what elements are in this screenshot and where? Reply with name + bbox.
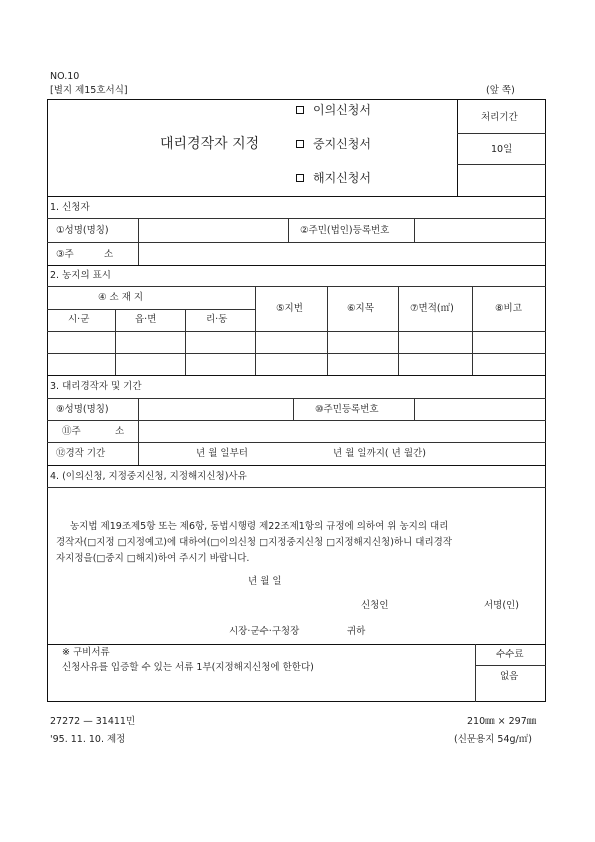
footer-paper-type: (신문용지 54g/㎡) xyxy=(454,734,532,745)
fee-rule xyxy=(475,665,546,666)
section3-heading: 3. 대리경작자 및 기간 xyxy=(50,381,142,392)
processing-divider-1 xyxy=(457,133,546,134)
applicant-name-field[interactable] xyxy=(140,220,286,240)
reason-line-2: 경작자(□지정 □지정예고)에 대하여(□이의신청 □지정중지신청 □지정해지신청)하니 대리경작 xyxy=(56,537,452,548)
location-header: ④ 소 재 지 xyxy=(98,292,144,303)
form-title: 대리경작자 지정 xyxy=(160,136,260,152)
footer-paper-size: 210㎜ × 297㎜ xyxy=(467,716,537,727)
agent-reg-label: ⑩주민등록번호 xyxy=(315,404,379,415)
footer-box-top xyxy=(47,644,546,645)
s1-vline-3 xyxy=(414,218,415,242)
s2-vline-1 xyxy=(115,309,116,375)
col-note: ⑧비고 xyxy=(495,303,522,314)
s2-rule-sub xyxy=(47,309,255,310)
honorific-label: 귀하 xyxy=(347,626,366,637)
s4-rule-1 xyxy=(47,487,546,488)
s1-rule-3 xyxy=(47,265,546,266)
title-divider xyxy=(457,99,458,196)
s3-rule-4 xyxy=(47,465,546,466)
footer-form-number: 27272 — 31411민 xyxy=(50,716,136,727)
section1-heading: 1. 신청자 xyxy=(50,202,90,213)
s2-vline-5 xyxy=(398,286,399,375)
reason-line-1: 농지법 제19조제5항 또는 제6항, 동법시행령 제22조제1항의 규정에 의하여 위 농지의 대리 xyxy=(70,521,449,532)
period-to: 년 월 일까지( 년 월간) xyxy=(333,448,426,459)
applicant-reg-field[interactable] xyxy=(416,220,544,240)
agent-name-label: ⑨성명(명칭) xyxy=(56,404,109,415)
s3-vline-1 xyxy=(138,398,139,465)
s3-rule-1 xyxy=(47,398,546,399)
processing-period-value: 10일 xyxy=(491,144,513,155)
s3-rule-3 xyxy=(47,442,546,443)
section2-heading: 2. 농지의 표시 xyxy=(50,270,111,281)
required-docs-text: 신청사유를 입증할 수 있는 서류 1부(지정해지신청에 한한다) xyxy=(62,662,314,673)
s1-rule-2 xyxy=(47,242,546,243)
s2-vline-2 xyxy=(185,309,186,375)
option-suspension: 중지신청서 xyxy=(313,137,371,151)
col-town: 읍·면 xyxy=(135,314,157,325)
agent-addr-label-b: 소 xyxy=(115,426,125,437)
applicant-reg-label: ②주민(법인)등록번호 xyxy=(300,225,390,236)
period-label: ⑫경작 기간 xyxy=(56,448,106,459)
applicant-name-label: ①성명(명칭) xyxy=(56,225,109,236)
s1-rule-1 xyxy=(47,218,546,219)
col-lot-number: ⑤지번 xyxy=(276,303,303,314)
s1-vline-1 xyxy=(138,218,139,265)
signature-label: 서명(인) xyxy=(484,600,519,611)
agent-name-field[interactable] xyxy=(140,400,291,418)
applicant-addr-field[interactable] xyxy=(140,244,544,264)
checkbox-objection[interactable] xyxy=(296,106,304,114)
applicant-addr-label-b: 소 xyxy=(104,249,114,260)
applicant-addr-label-a: ③주 xyxy=(56,249,74,260)
application-date: 년 월 일 xyxy=(248,576,282,587)
s3-vline-3 xyxy=(414,398,415,420)
footer-enactment-date: '95. 11. 10. 제정 xyxy=(50,734,126,745)
s3-rule-2 xyxy=(47,420,546,421)
document-number: NO.10 xyxy=(50,71,80,82)
col-area: ⑦면적(㎡) xyxy=(410,303,454,314)
s2-rule-4 xyxy=(47,375,546,376)
fee-divider xyxy=(475,644,476,702)
agent-reg-field[interactable] xyxy=(416,400,544,418)
option-objection: 이의신청서 xyxy=(313,103,371,117)
s1-vline-2 xyxy=(288,218,289,242)
agent-addr-label-a: ⑪주 xyxy=(62,426,81,437)
col-village: 리·동 xyxy=(206,314,228,325)
page-side-label: (앞 쪽) xyxy=(486,85,515,96)
processing-period-label: 처리기간 xyxy=(481,112,518,123)
s2-vline-3 xyxy=(255,286,256,375)
addressee-label: 시장·군수·구청장 xyxy=(229,626,300,637)
col-city: 시·군 xyxy=(68,314,90,325)
fee-value: 없음 xyxy=(500,671,519,682)
fee-label: 수수료 xyxy=(496,649,524,660)
s2-vline-6 xyxy=(472,286,473,375)
agent-addr-field[interactable] xyxy=(140,422,544,440)
period-from: 년 월 일부터 xyxy=(196,448,248,459)
applicant-label: 신청인 xyxy=(361,600,389,611)
s3-vline-2 xyxy=(293,398,294,420)
processing-divider-2 xyxy=(457,164,546,165)
form-reference: [별지 제15호서식] xyxy=(50,85,128,96)
col-land-category: ⑥지목 xyxy=(347,303,374,314)
checkbox-termination[interactable] xyxy=(296,174,304,182)
section1-top-rule xyxy=(47,196,546,197)
option-termination: 해지신청서 xyxy=(313,171,371,185)
required-docs-title: ※ 구비서류 xyxy=(62,647,110,658)
section4-heading: 4. (이의신청, 지정중지신청, 지정해지신청)사유 xyxy=(50,471,247,482)
reason-line-3: 자지정을(□중지 □해지)하여 주시기 바랍니다. xyxy=(56,553,250,564)
checkbox-suspension[interactable] xyxy=(296,140,304,148)
s2-vline-4 xyxy=(327,286,328,375)
